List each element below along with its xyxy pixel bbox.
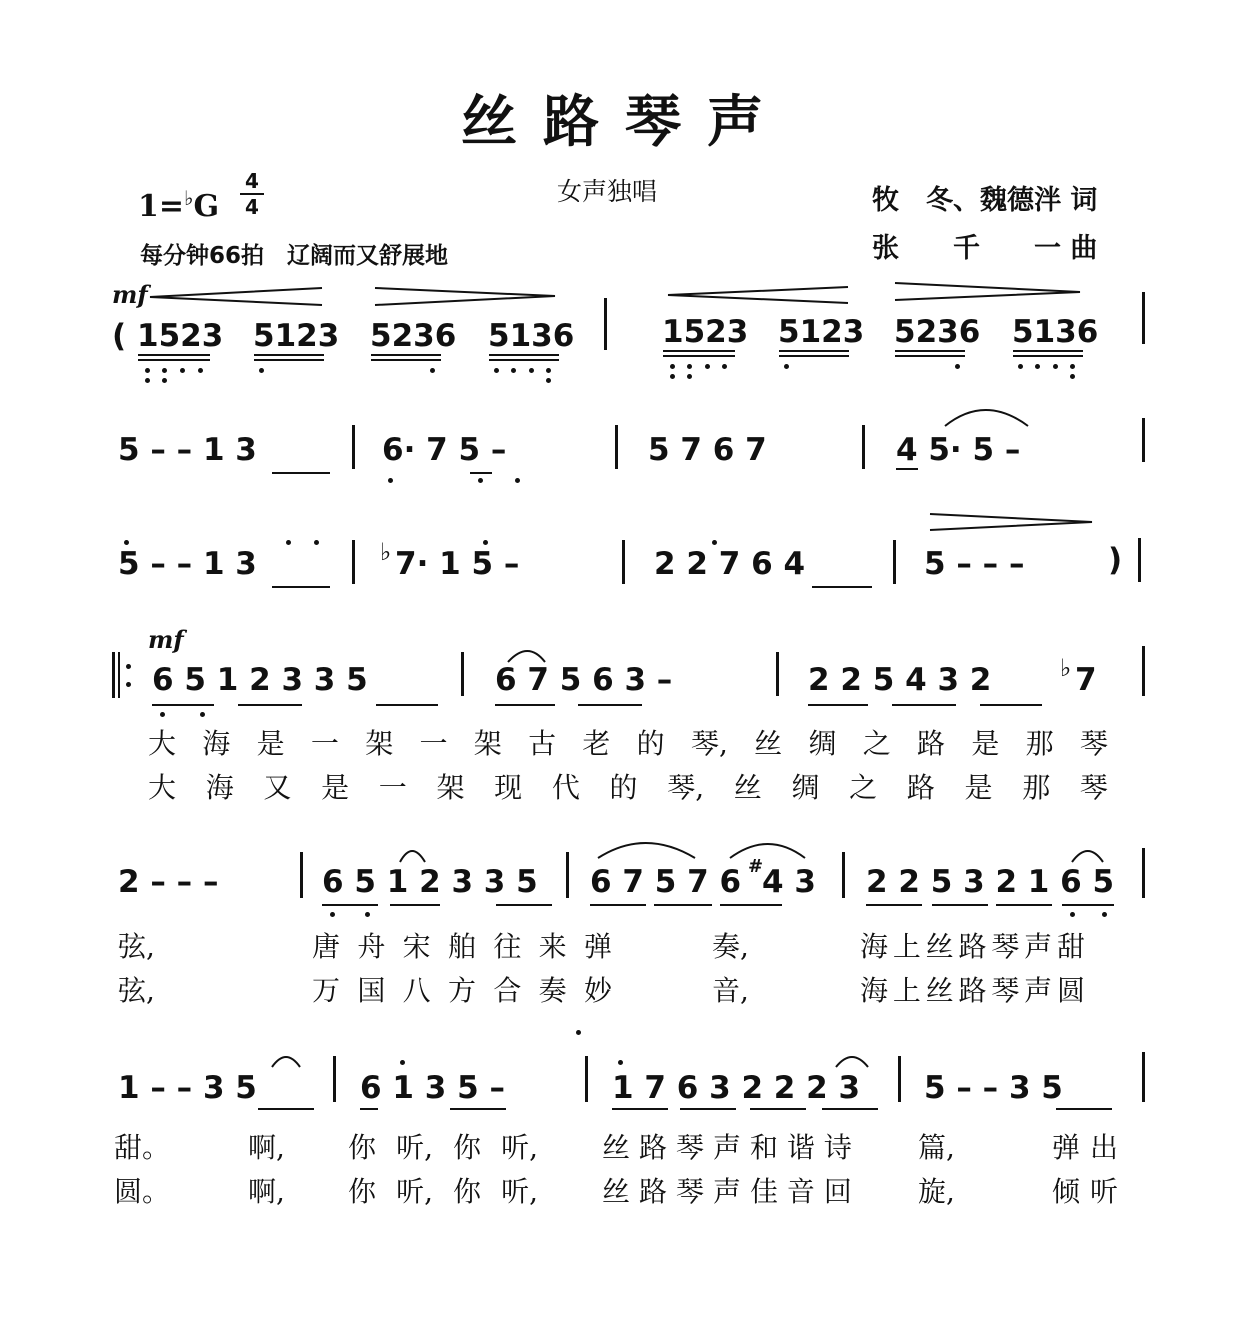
lyric-char: 你 xyxy=(348,1175,377,1208)
lyric-char: 丝 xyxy=(602,1131,631,1164)
lyric-char: 琴 xyxy=(991,974,1020,1007)
lyrics-verse-1 xyxy=(148,722,1108,762)
beam-line xyxy=(272,586,330,588)
lyric-char: 是 xyxy=(971,727,1000,760)
lyric-char: 弹 xyxy=(583,930,612,963)
lyric-char: 你 xyxy=(453,1175,482,1208)
barline xyxy=(862,425,865,469)
beam-line xyxy=(470,472,492,474)
lyric-char: 甜 xyxy=(1056,930,1085,963)
barline xyxy=(615,425,618,469)
octave-dot xyxy=(259,368,264,373)
repeat-dot xyxy=(126,682,131,687)
lyric-char: 宋 xyxy=(402,930,431,963)
beam-line xyxy=(376,704,438,706)
beam-line xyxy=(892,704,956,706)
lyrics-verse-1-part xyxy=(312,925,612,965)
composer-credit: 张 千 一 曲 xyxy=(872,233,1098,264)
repeat-barline xyxy=(112,652,115,698)
beam-line xyxy=(612,1108,668,1110)
lyrics-verse-1-part xyxy=(860,925,1085,965)
beam-line xyxy=(1013,350,1083,352)
beam-line xyxy=(238,704,302,706)
octave-dot xyxy=(388,478,393,483)
lyrics-verse-2 xyxy=(148,766,1108,806)
lyric-char: 丝 xyxy=(733,771,762,804)
beam-line xyxy=(663,355,735,357)
lyric-char: 又 xyxy=(263,771,292,804)
measure: 6 7 5 6 3 – xyxy=(495,662,673,698)
decrescendo-hairpin xyxy=(895,283,1080,300)
octave-dot xyxy=(160,712,165,717)
barline xyxy=(1142,292,1145,344)
beam-line xyxy=(489,359,559,361)
lyrics-verse-2-part xyxy=(602,1170,852,1210)
lyric-char: 琴 xyxy=(675,1131,704,1164)
beam-line xyxy=(822,1108,878,1110)
octave-dot xyxy=(687,374,692,379)
barline xyxy=(300,852,303,898)
lyric-char: 绸 xyxy=(791,771,820,804)
lyric-char: 古 xyxy=(528,727,557,760)
beam-line xyxy=(779,355,849,357)
slur xyxy=(730,844,805,858)
beam-line xyxy=(138,359,210,361)
slur xyxy=(508,651,545,662)
octave-dot xyxy=(365,912,370,917)
lyric-char: 琴 xyxy=(1079,727,1108,760)
barline xyxy=(604,298,607,350)
lyric-char: 和 xyxy=(749,1131,778,1164)
lyric-char: 倾 xyxy=(1052,1175,1081,1208)
octave-dot xyxy=(1070,364,1075,369)
note: 7 xyxy=(1075,662,1097,698)
lyric-char: 丝 xyxy=(754,727,783,760)
octave-dot xyxy=(1070,912,1075,917)
barline xyxy=(461,652,464,696)
lyric-char: 琴 xyxy=(675,1175,704,1208)
sharp-sign: # xyxy=(748,856,764,877)
octave-dot xyxy=(494,368,499,373)
measure: 6 7 5 7 6 xyxy=(590,864,742,900)
barline xyxy=(352,425,355,469)
beam-line xyxy=(495,704,555,706)
octave-dot xyxy=(180,368,185,373)
lyric-char: 一 xyxy=(310,727,339,760)
beam-line xyxy=(1056,1108,1112,1110)
measure: 6 5 1 2 3 3 5 xyxy=(152,662,368,698)
note-group: 5236 xyxy=(370,318,457,354)
dynamic-mf-verse: mf xyxy=(148,625,184,654)
lyric-char: 路 xyxy=(638,1175,667,1208)
lyric-char: 海 xyxy=(860,930,889,963)
octave-dot xyxy=(1035,364,1040,369)
lyric-char: 国 xyxy=(357,974,386,1007)
barline xyxy=(776,652,779,696)
beam-line xyxy=(779,350,849,352)
repeat-barline xyxy=(118,652,120,698)
barline xyxy=(566,852,569,898)
lyric-char: 音 xyxy=(786,1175,815,1208)
beam-line xyxy=(390,904,440,906)
lyric-char: 奏 xyxy=(538,974,567,1007)
slur xyxy=(598,843,695,858)
lyric-char: 弦, xyxy=(118,930,155,963)
key-label: 1= xyxy=(138,189,185,224)
beam-line xyxy=(360,1108,378,1110)
lyric-char: 之 xyxy=(849,771,878,804)
lyric-char: 丝 xyxy=(602,1175,631,1208)
slur xyxy=(272,1057,300,1067)
lyric-char: 架 xyxy=(473,727,502,760)
beam-line xyxy=(896,468,918,470)
lyric-char: 方 xyxy=(447,974,476,1007)
lyric-char: 出 xyxy=(1089,1131,1118,1164)
slur xyxy=(400,851,425,862)
octave-dot xyxy=(478,478,483,483)
decrescendo-hairpin xyxy=(930,514,1092,530)
measure: 2 – – – xyxy=(118,864,219,900)
note-group: 5123 xyxy=(778,314,865,350)
beam-line xyxy=(272,472,330,474)
octave-dot xyxy=(162,378,167,383)
octave-dot xyxy=(546,368,551,373)
lyric-char: 妙 xyxy=(583,974,612,1007)
octave-dot xyxy=(286,540,291,545)
lyric-char: 海 xyxy=(202,727,231,760)
barline xyxy=(1142,646,1145,696)
lyrics-verse-1-part xyxy=(602,1126,852,1166)
lyric-char: 大 xyxy=(148,771,177,804)
lyric-char: 回 xyxy=(823,1175,852,1208)
lyric-char: 声 xyxy=(1024,930,1053,963)
barline xyxy=(352,540,355,584)
lyric-char: 路 xyxy=(906,771,935,804)
octave-dot xyxy=(1018,364,1023,369)
lyric-char: 舶 xyxy=(447,930,476,963)
note-group: 5136 xyxy=(488,318,575,354)
song-title: 丝路琴声 xyxy=(461,89,789,155)
lyric-char: 音, xyxy=(712,974,749,1007)
measure: 4 3 xyxy=(762,864,816,900)
decrescendo-hairpin xyxy=(375,288,555,305)
lyric-char: 是 xyxy=(964,771,993,804)
measure: 2 2 5 3 2 1 6 5 xyxy=(866,864,1115,900)
measure: 7· 1 5 – xyxy=(395,546,520,582)
measure: 5 – – 1 3 xyxy=(118,546,257,582)
lyric-char: 圆 xyxy=(1056,974,1085,1007)
lyric-char: 听, xyxy=(396,1131,433,1164)
lyric-char: 合 xyxy=(493,974,522,1007)
lyric-char: 海 xyxy=(205,771,234,804)
open-paren: ( xyxy=(112,318,127,354)
beam-line xyxy=(254,354,324,356)
beam-line xyxy=(152,704,214,706)
lyric-char: 奏, xyxy=(712,930,749,963)
beam-line xyxy=(812,586,872,588)
subtitle: 女声独唱 xyxy=(557,177,658,206)
octave-dot xyxy=(670,374,675,379)
measure: 6· 7 5 – xyxy=(382,432,507,468)
lyric-char: 路 xyxy=(958,930,987,963)
barline xyxy=(893,540,896,584)
lyric-char: 那 xyxy=(1025,727,1054,760)
octave-dot xyxy=(511,368,516,373)
lyric-char: 琴, xyxy=(690,727,728,760)
lyric-char: 听, xyxy=(396,1175,433,1208)
lyric-char: 听, xyxy=(501,1175,538,1208)
octave-dot xyxy=(145,368,150,373)
lyric-char: 路 xyxy=(958,974,987,1007)
lyric-char: 的 xyxy=(609,771,638,804)
lyric-char: 路 xyxy=(638,1131,667,1164)
lyric-char: 啊, xyxy=(248,1175,285,1208)
octave-dot xyxy=(198,368,203,373)
measure: 6 1 3 5 – xyxy=(360,1070,505,1106)
octave-dot xyxy=(955,364,960,369)
octave-dot xyxy=(515,478,520,483)
lyric-char: 篇, xyxy=(918,1131,955,1164)
octave-dot xyxy=(1102,912,1107,917)
barline xyxy=(1138,538,1141,582)
lyric-char: 代 xyxy=(551,771,580,804)
lyric-char: 琴, xyxy=(667,771,705,804)
lyricist-credit: 牧 冬、魏德泮 词 xyxy=(872,185,1098,216)
key-note: G xyxy=(193,189,220,224)
decrescendo-hairpin xyxy=(668,287,848,303)
note-group: 1523 xyxy=(662,314,749,350)
octave-dot xyxy=(1070,374,1075,379)
lyric-char: 弹 xyxy=(1052,1131,1081,1164)
lyric-char: 声 xyxy=(1024,974,1053,1007)
slur xyxy=(1072,851,1103,862)
measure: 2 2 7 6 4 xyxy=(654,546,806,582)
lyric-char: 丝 xyxy=(925,930,954,963)
beam-line xyxy=(932,904,988,906)
lyric-char: 八 xyxy=(402,974,431,1007)
lyrics-verse-2-part xyxy=(1052,1170,1118,1210)
beam-line xyxy=(663,350,735,352)
lyric-char: 弦, xyxy=(118,974,155,1007)
octave-dot xyxy=(400,1060,405,1065)
measure: 5 7 6 7 xyxy=(648,432,767,468)
measure: 4 5· 5 – xyxy=(896,432,1021,468)
beam-line xyxy=(371,359,441,361)
barline xyxy=(333,1056,336,1102)
lyric-char: 路 xyxy=(917,727,946,760)
beam-line xyxy=(1013,355,1083,357)
octave-dot xyxy=(687,364,692,369)
lyrics-verse-2-part xyxy=(348,1170,538,1210)
beam-line xyxy=(1062,904,1114,906)
octave-dot xyxy=(712,540,717,545)
measure: 5 – – 3 5 xyxy=(924,1070,1063,1106)
note-group: 5236 xyxy=(894,314,981,350)
lyric-char: 声 xyxy=(712,1131,741,1164)
lyric-char: 谐 xyxy=(786,1131,815,1164)
octave-dot xyxy=(162,368,167,373)
beam-line xyxy=(322,904,378,906)
octave-dot xyxy=(529,368,534,373)
lyric-char: 一 xyxy=(419,727,448,760)
lyric-char: 大 xyxy=(148,727,177,760)
beam-line xyxy=(489,354,559,356)
lyric-char: 是 xyxy=(256,727,285,760)
barline xyxy=(622,540,625,584)
beam-line xyxy=(254,359,324,361)
lyric-char: 你 xyxy=(453,1131,482,1164)
flat-sign: ♭ xyxy=(380,538,392,566)
lyric-char: 上 xyxy=(892,974,921,1007)
beam-line xyxy=(680,1108,736,1110)
beam-line xyxy=(371,354,441,356)
measure: 1 7 6 3 2 2 2 3 xyxy=(612,1070,861,1106)
lyric-char: 上 xyxy=(892,930,921,963)
measure: 6 5 1 2 3 3 5 xyxy=(322,864,538,900)
lyric-char: 琴 xyxy=(1079,771,1108,804)
octave-dot xyxy=(670,364,675,369)
lyric-char: 琴 xyxy=(991,930,1020,963)
beam-line xyxy=(866,904,922,906)
lyric-char: 圆。 xyxy=(114,1175,171,1208)
lyric-char: 老 xyxy=(582,727,611,760)
octave-dot xyxy=(576,1030,581,1035)
beam-line xyxy=(654,904,712,906)
barline xyxy=(842,852,845,898)
octave-dot xyxy=(330,912,335,917)
octave-dot xyxy=(145,378,150,383)
lyric-char: 架 xyxy=(436,771,465,804)
octave-dot xyxy=(722,364,727,369)
octave-dot xyxy=(483,540,488,545)
lyric-char: 架 xyxy=(365,727,394,760)
lyric-char: 往 xyxy=(493,930,522,963)
octave-dot xyxy=(200,712,205,717)
octave-dot xyxy=(124,540,129,545)
time-signature-bottom: 4 xyxy=(245,195,259,219)
note-group: 1523 xyxy=(137,318,224,354)
measure: 5 – – – xyxy=(924,546,1025,582)
note-group: 5136 xyxy=(1012,314,1099,350)
lyric-char: 诗 xyxy=(823,1131,852,1164)
lyric-char: 那 xyxy=(1022,771,1051,804)
lyric-char: 海 xyxy=(860,974,889,1007)
beam-line xyxy=(720,904,782,906)
octave-dot xyxy=(784,364,789,369)
dynamic-mf: mf xyxy=(112,280,148,309)
lyrics-verse-1-part xyxy=(1052,1126,1118,1166)
tempo-marking: 每分钟66拍 辽阔而又舒展地 xyxy=(140,243,449,269)
lyric-char: 听, xyxy=(501,1131,538,1164)
note-group: 5123 xyxy=(253,318,340,354)
lyric-char: 唐 xyxy=(312,930,341,963)
measure: 5 – – 1 3 xyxy=(118,432,257,468)
beam-line xyxy=(450,1108,506,1110)
barline xyxy=(1142,418,1145,462)
octave-dot xyxy=(1053,364,1058,369)
lyric-char: 听 xyxy=(1089,1175,1118,1208)
barline xyxy=(1142,848,1145,898)
beam-line xyxy=(138,354,210,356)
lyric-char: 丝 xyxy=(925,974,954,1007)
lyric-char: 一 xyxy=(378,771,407,804)
close-paren: ) xyxy=(1108,542,1123,578)
repeat-dot xyxy=(126,664,131,669)
measure: 2 2 5 4 3 2 xyxy=(808,662,992,698)
beam-line xyxy=(895,350,965,352)
lyric-char: 甜。 xyxy=(114,1131,171,1164)
lyric-char: 来 xyxy=(538,930,567,963)
octave-dot xyxy=(314,540,319,545)
slur xyxy=(836,1057,868,1067)
lyrics-verse-2-part xyxy=(312,969,612,1009)
beam-line xyxy=(808,704,868,706)
octave-dot xyxy=(546,378,551,383)
lyric-char: 现 xyxy=(494,771,523,804)
octave-dot xyxy=(618,1060,623,1065)
lyric-char: 绸 xyxy=(808,727,837,760)
lyrics-verse-2-part xyxy=(860,969,1085,1009)
beam-line xyxy=(496,904,552,906)
lyric-char: 啊, xyxy=(248,1131,285,1164)
lyric-char: 你 xyxy=(348,1131,377,1164)
barline xyxy=(898,1056,901,1102)
barline xyxy=(585,1056,588,1102)
decrescendo-hairpin xyxy=(150,288,322,305)
lyric-char: 旋, xyxy=(918,1175,955,1208)
lyric-char: 声 xyxy=(712,1175,741,1208)
octave-dot xyxy=(430,368,435,373)
flat-sign: ♭ xyxy=(1060,654,1072,682)
beam-line xyxy=(980,704,1042,706)
beam-line xyxy=(750,1108,806,1110)
lyrics-verse-1-part xyxy=(348,1126,538,1166)
flat-sign: ♭ xyxy=(184,186,194,210)
lyric-char: 的 xyxy=(636,727,665,760)
beam-line xyxy=(578,704,642,706)
beam-line xyxy=(258,1108,314,1110)
beam-line xyxy=(996,904,1052,906)
lyric-char: 佳 xyxy=(749,1175,778,1208)
barline xyxy=(1142,1052,1145,1102)
measure: 1 – – 3 5 xyxy=(118,1070,257,1106)
lyric-char: 是 xyxy=(321,771,350,804)
beam-line xyxy=(590,904,646,906)
lyric-char: 之 xyxy=(862,727,891,760)
slur xyxy=(945,410,1028,426)
beam-line xyxy=(895,355,965,357)
lyric-char: 舟 xyxy=(357,930,386,963)
lyric-char: 万 xyxy=(312,974,341,1007)
octave-dot xyxy=(705,364,710,369)
time-signature-top: 4 xyxy=(245,169,259,193)
